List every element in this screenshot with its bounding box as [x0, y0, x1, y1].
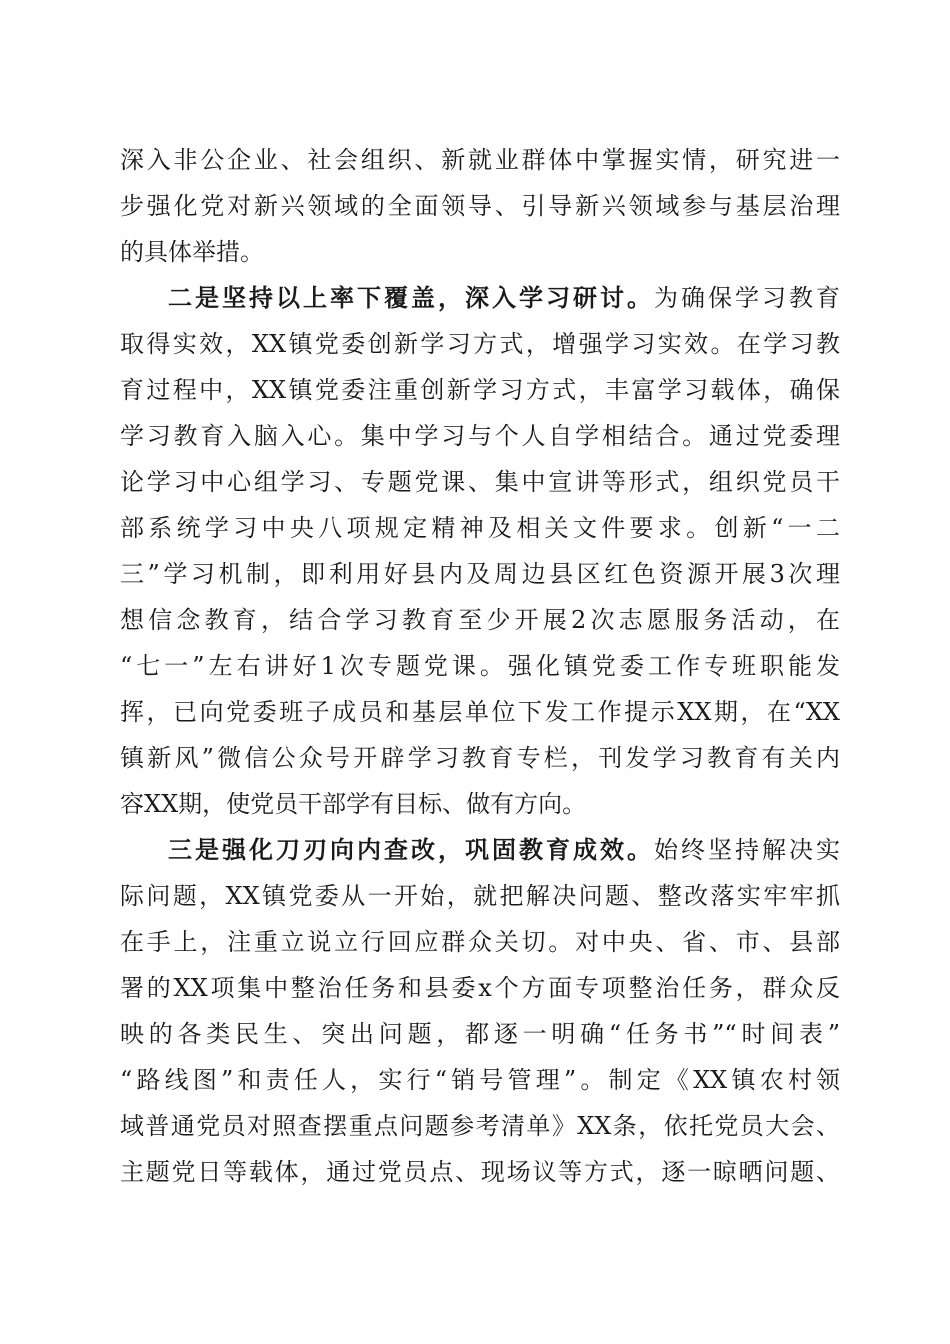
paragraph-line-text: 始终坚持解决实 — [654, 836, 840, 864]
paragraph-line: 域普通党员对照查摆重点问题参考清单》XX条，依托党员大会、 — [120, 1112, 840, 1140]
paragraph-line: 际问题，XX镇党委从一开始，就把解决问题、整改落实牢牢抓 — [120, 882, 840, 910]
paragraph-line: 想信念教育，结合学习教育至少开展2次志愿服务活动，在 — [120, 606, 840, 634]
paragraph-line: 署的XX项集中整治任务和县委x个方面专项整治任务，群众反 — [120, 974, 840, 1002]
paragraph-first-line — [168, 281, 840, 315]
paragraph-line: 镇新风”微信公众号开辟学习教育专栏，刊发学习教育有关内 — [120, 744, 840, 772]
paragraph-first-line — [168, 833, 840, 867]
paragraph-line: 的具体举措。 — [120, 238, 264, 266]
paragraph-line: 三”学习机制，即利用好县内及周边县区红色资源开展3次理 — [120, 560, 840, 588]
paragraph-line: 育过程中，XX镇党委注重创新学习方式，丰富学习载体，确保 — [120, 376, 840, 404]
paragraph-line: 主题党日等载体，通过党员点、现场议等方式，逐一晾晒问题、 — [120, 1158, 840, 1186]
paragraph-lead-heading: 二是坚持以上率下覆盖，深入学习研讨。 — [168, 283, 654, 312]
paragraph-line: 部系统学习中央八项规定精神及相关文件要求。创新“一二 — [120, 514, 840, 542]
paragraph-line: 深入非公企业、社会组织、新就业群体中掌握实情，研究进一 — [120, 146, 840, 174]
paragraph-line: 挥，已向党委班子成员和基层单位下发工作提示XX期，在“XX — [120, 698, 840, 726]
paragraph-line: 在手上，注重立说立行回应群众关切。对中央、省、市、县部 — [120, 928, 840, 956]
paragraph-line: 取得实效，XX镇党委创新学习方式，增强学习实效。在学习教 — [120, 330, 840, 358]
paragraph-line: 容XX期，使党员干部学有目标、做有方向。 — [120, 790, 587, 818]
paragraph-lead-heading: 三是强化刀刃向内查改，巩固教育成效。 — [168, 835, 654, 864]
paragraph-line: 映的各类民生、突出问题，都逐一明确“任务书”“时间表” — [120, 1020, 840, 1048]
paragraph-line: 学习教育入脑入心。集中学习与个人自学相结合。通过党委理 — [120, 422, 840, 450]
paragraph-line: “路线图”和责任人，实行“销号管理”。制定《XX镇农村领 — [120, 1066, 840, 1094]
paragraph-line: “七一”左右讲好1次专题党课。强化镇党委工作专班职能发 — [120, 652, 840, 680]
paragraph-line: 论学习中心组学习、专题党课、集中宣讲等形式，组织党员干 — [120, 468, 840, 496]
paragraph-line-text: 为确保学习教育 — [654, 284, 840, 312]
paragraph-line: 步强化党对新兴领域的全面领导、引导新兴领域参与基层治理 — [120, 192, 840, 220]
